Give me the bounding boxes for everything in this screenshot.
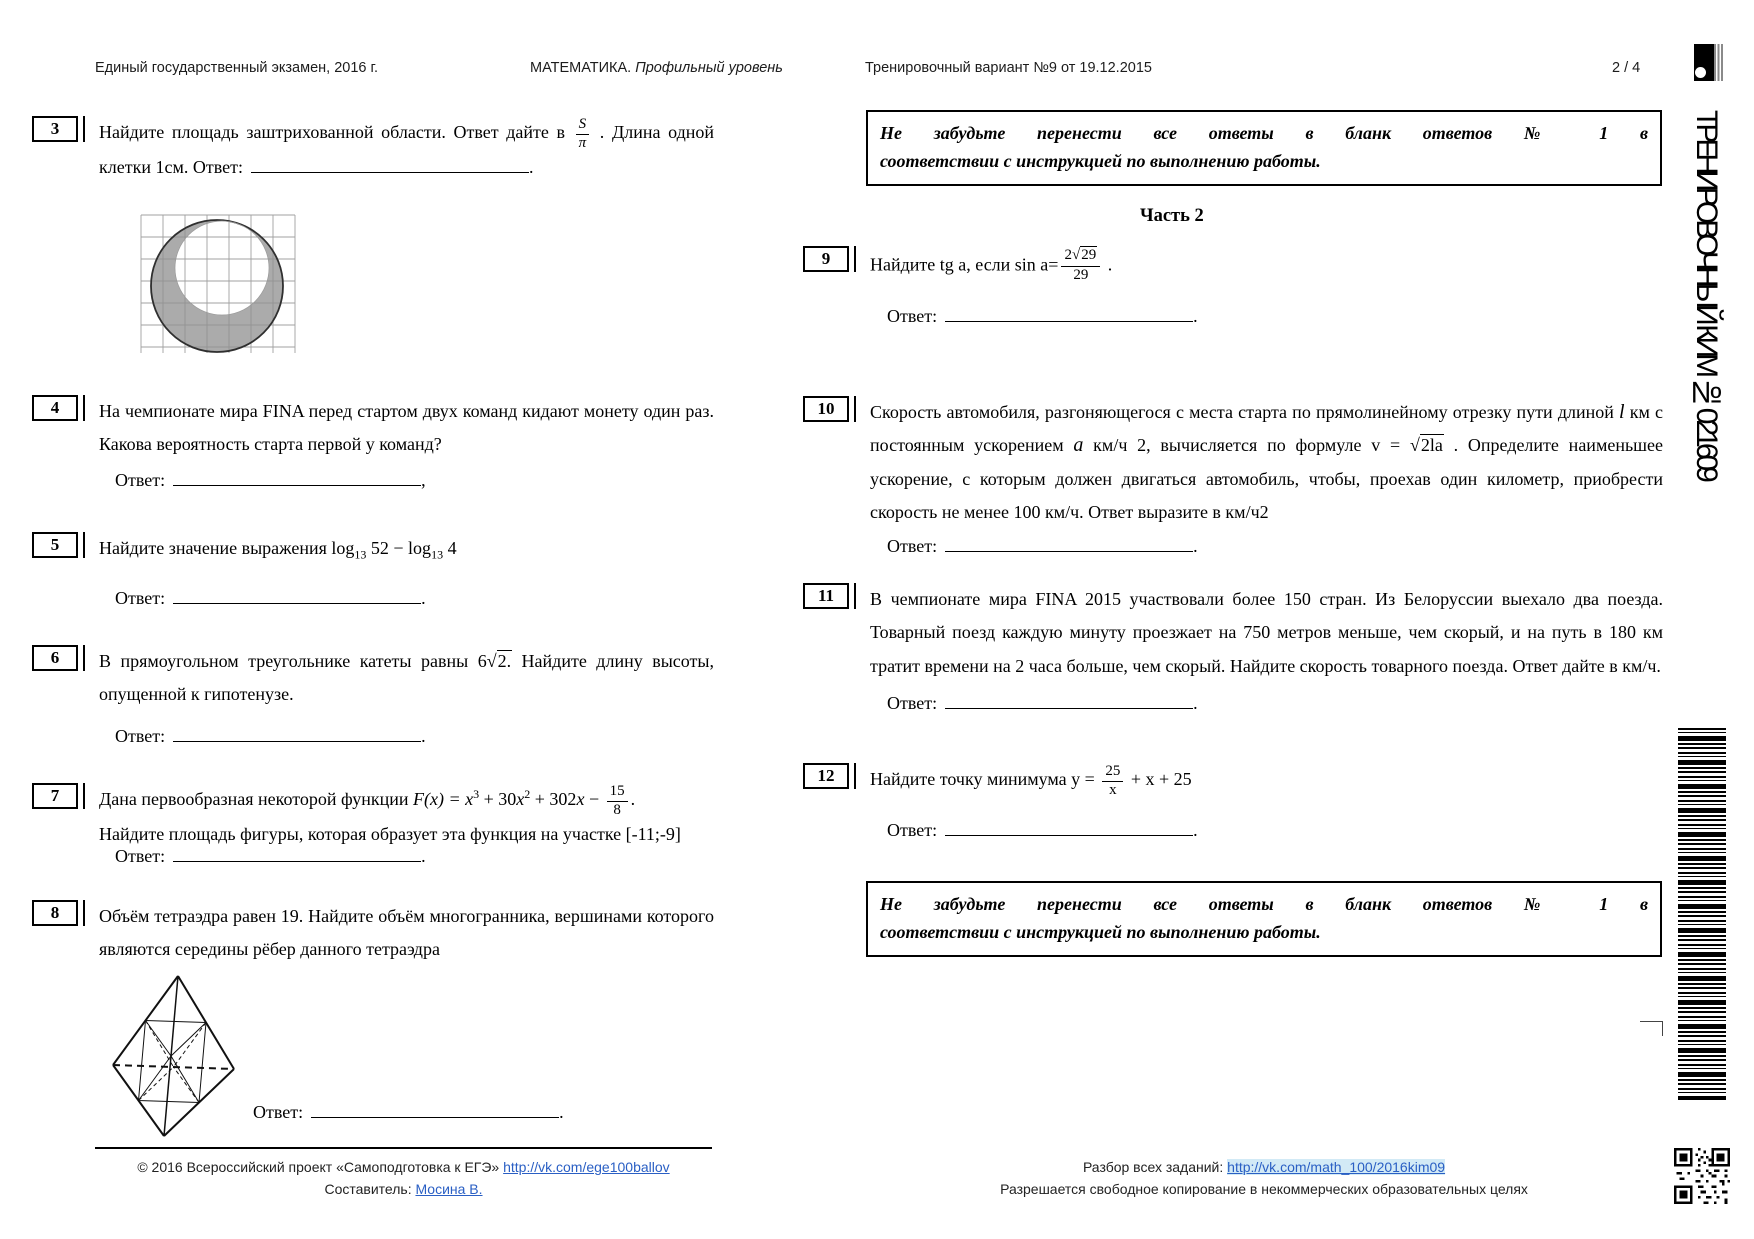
answer-blank-7: [173, 847, 421, 862]
answer-label: Ответ:: [115, 588, 166, 608]
header-variant: Тренировочный вариант №9 от 19.12.2015: [865, 60, 1152, 76]
header-subject-main: МАТЕМАТИКА.: [530, 60, 636, 76]
fraction-15-over-8: $\frac{15}{8}$: [607, 784, 628, 818]
problem-7-number: 7: [50, 786, 60, 805]
part-2-heading: Часть 2: [1140, 206, 1204, 226]
problem-5-number-box: [32, 532, 78, 558]
problem-9-number: 9: [821, 249, 831, 268]
problem-8: [32, 900, 714, 967]
problem-7-text: Дана первообразная некоторой функции $F(x) = x^3 + 30x^2 + 302x$ − $\frac{15}{8}$ . Найдите площадь фигуры, которая образует эта функция на участке [-11;-9]: [99, 783, 681, 844]
answer-label: Ответ:: [887, 306, 938, 326]
answer-blank-10: [945, 537, 1193, 552]
header-subject-level: Профильный уровень: [635, 60, 783, 76]
problem-4-number: 4: [50, 398, 60, 417]
problem-8-figure: [108, 972, 238, 1140]
answer-blank-11: [945, 694, 1193, 709]
footer-right: [866, 1156, 1662, 1201]
solutions-link[interactable]: http://vk.com/math_100/2016kim09: [1227, 1159, 1446, 1175]
ege100ballov-link[interactable]: http://vk.com/ege100ballov: [503, 1159, 670, 1175]
problem-12-text: Найдите точку минимума y = $\frac{25}{x}$ + x + 25: [870, 763, 1192, 798]
problem-3: [32, 116, 714, 184]
footer-divider: [95, 1147, 712, 1149]
problem-5-number: 5: [50, 535, 60, 554]
answer-blank-5: [173, 589, 421, 604]
header-exam-title: Единый государственный экзамен, 2016 г.: [95, 60, 379, 76]
answer-label: Ответ:: [253, 1102, 304, 1122]
problem-12-number: 12: [817, 766, 835, 785]
problem-8-number-box: [32, 900, 78, 926]
footer-left-line1: © 2016 Всероссийский проект «Самоподготовка к ЕГЭ» http://vk.com/ege100ballov: [137, 1159, 670, 1175]
problem-3-text: Найдите площадь заштрихованной области. Ответ дайте в $\frac{S}{\pi}$ . Длина одной клетки 1см. Ответ: .: [99, 116, 714, 177]
problem-12: [803, 763, 1663, 798]
page-number: 2 / 4: [1612, 60, 1641, 76]
answer-blank-3: [251, 158, 529, 173]
problem-10-number-box: [803, 396, 849, 422]
problem-9: [803, 246, 1663, 283]
author-link[interactable]: Мосина В.: [415, 1181, 483, 1198]
fraction-25-over-x: $\frac{25}{x}$: [1102, 764, 1123, 798]
variable-l: l: [1619, 401, 1625, 423]
problem-3-number: 3: [50, 119, 60, 138]
problem-3-figure: [138, 213, 298, 355]
answer-label: Ответ:: [887, 693, 938, 713]
answer-line-9: Ответ: .: [887, 306, 1198, 326]
problem-10-text: Скорость автомобиля, разгоняющегося с места старта по прямолинейному отрезку пути длиной l км с постоянным ускорением a км/ч 2, вычисляется по формуле v = √2la . Определите наименьшее ускорение, с которым должен двигаться автомобиль, чтобы, проехав один километр, приобрести скорость не менее 100 км/ч. Ответ выразите в км/ч2: [870, 401, 1664, 522]
fraction-2root29-over-29: $\frac{2√29}{29}$: [1061, 246, 1100, 283]
header-subject: [530, 60, 783, 76]
answer-blank-6: [173, 727, 421, 742]
answer-label: Ответ:: [115, 846, 166, 866]
answer-label: Ответ:: [887, 536, 938, 556]
problem-8-text: Объём тетраэдра равен 19. Найдите объём многогранника, вершинами которого являются середины рёбер данного тетраэдра: [99, 906, 714, 960]
problem-11-number-box: [803, 583, 849, 609]
barcode-icon: [1678, 728, 1726, 1100]
problem-4-text: На чемпионате мира FINA перед стартом двух команд кидают монету один раз. Какова вероятность старта первой у команд?: [99, 401, 714, 455]
problem-3-number-box: [32, 116, 78, 142]
footer-right-line2: Разрешается свободное копирование в некоммерческих образовательных целях: [1000, 1181, 1528, 1198]
answer-line-12: Ответ: .: [887, 820, 1198, 840]
problem-6-number: 6: [50, 648, 60, 667]
problem-8-number: 8: [50, 903, 60, 922]
problem-9-text: Найдите tg a, если sin a= $\frac{2√29}{29}$ .: [870, 247, 1113, 284]
answer-blank-8: [311, 1103, 559, 1118]
answer-line-6: Ответ: .: [115, 726, 426, 746]
notice-box-bottom: Не забудьте перенести все ответы в бланк ответов № 1 в соответствии с инструкцией по выполнению работы.: [866, 881, 1662, 957]
answer-label: Ответ:: [115, 726, 166, 746]
answer-blank-12: [945, 821, 1193, 836]
notice-box-top: Не забудьте перенести все ответы в бланк ответов № 1 в соответствии с инструкцией по выполнению работы.: [866, 110, 1662, 186]
variable-a: a: [1073, 434, 1084, 457]
answer-blank-4: [173, 471, 421, 486]
answer-label: Ответ:: [192, 157, 243, 177]
problem-11-text: В чемпионате мира FINA 2015 участвовали более 150 стран. Из Белоруссии выехало два поезда. Товарный поезд каждую минуту проезжает на 750 метров меньше, чем скорый, и на путь в 180 км тратит времени на 2 часа больше, чем скорый. Найдите скорость товарного поезда. Ответ дайте в км/ч.: [870, 589, 1663, 676]
problem-7-number-box: [32, 783, 78, 809]
problem-6-number-box: [32, 645, 78, 671]
radicand-2la: 2la: [1420, 435, 1443, 456]
problem-6-text: В прямоугольном треугольнике катеты равны 6√2. Найдите длину высоты, опущенной к гипотенузе.: [99, 651, 714, 705]
problem-5: [32, 532, 714, 566]
problem-5-text: Найдите значение выражения $\log_{13} 52 - \log_{13} 4$: [99, 538, 457, 562]
problem-11-number: 11: [817, 586, 835, 605]
answer-line-4: Ответ: ,: [115, 470, 426, 490]
footer-left-line2: Составитель: Мосина В.: [324, 1181, 483, 1198]
problem-7: [32, 783, 714, 851]
radicand: 2.: [497, 651, 512, 671]
fraction-s-over-pi: $\frac{S}{\pi}$: [576, 117, 590, 151]
problem-10-number: 10: [817, 399, 835, 418]
print-mark: [1640, 1021, 1663, 1036]
qr-code-icon: [1674, 1148, 1730, 1204]
publisher-logo-icon: [1694, 44, 1724, 81]
problem-9-number-box: [803, 246, 849, 272]
answer-line-11: Ответ: .: [887, 693, 1198, 713]
problem-10: [803, 396, 1663, 529]
answer-line-8: Ответ: .: [253, 1102, 564, 1122]
answer-line-10: Ответ: .: [887, 536, 1198, 556]
footer-right-line1: Разбор всех заданий: http://vk.com/math_100/2016kim09: [1082, 1159, 1446, 1175]
answer-line-7: Ответ: .: [115, 846, 426, 866]
footer-left: [95, 1156, 712, 1201]
formula-F: F(x) = x: [413, 789, 474, 809]
white-inner-circle: [175, 221, 269, 315]
kim-vertical-label: ТРЕНИРОВОЧНЫЙ КИМ № 021609: [1690, 110, 1723, 478]
problem-4-number-box: [32, 395, 78, 421]
answer-label: Ответ:: [887, 820, 938, 840]
answer-label: Ответ:: [115, 470, 166, 490]
problem-4: [32, 395, 714, 462]
answer-line-5: Ответ: .: [115, 588, 426, 608]
problem-12-number-box: [803, 763, 849, 789]
answer-blank-9: [945, 307, 1193, 322]
problem-6: [32, 645, 714, 712]
problem-11: [803, 583, 1663, 683]
